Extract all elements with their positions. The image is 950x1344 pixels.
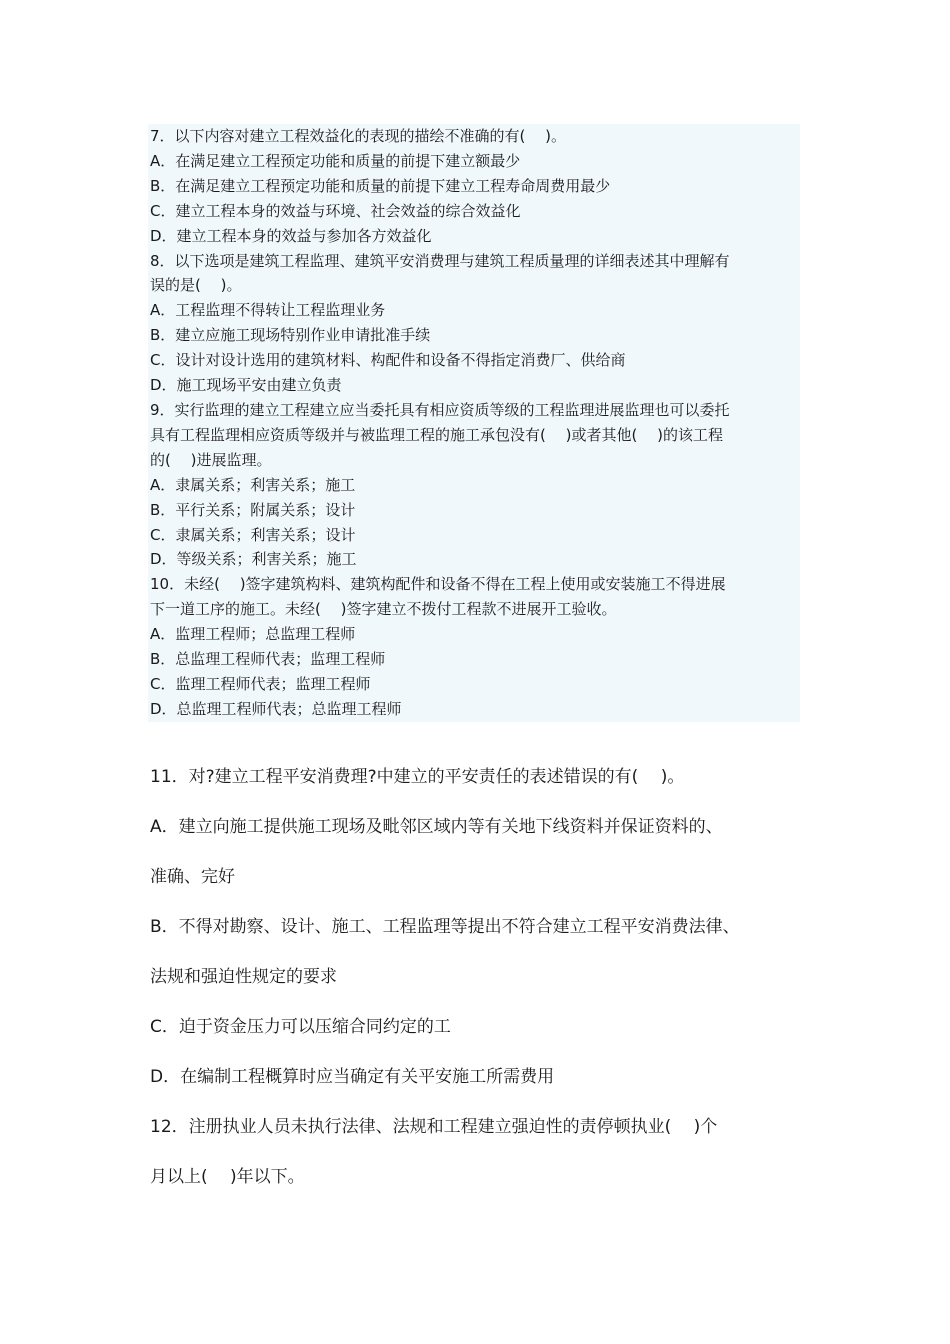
question-9: 9．实行监理的建立工程建立应当委托具有相应资质等级的工程监理进展监理也可以委托 xyxy=(150,400,730,419)
question-7-option-c: C．建立工程本身的效益与环境、社会效益的综合效益化 xyxy=(150,201,521,220)
question-8-option-b: B．建立应施工现场特别作业申请批准手续 xyxy=(150,326,431,345)
question-7-option-d: D．建立工程本身的效益与参加各方效益化 xyxy=(150,226,432,245)
question-10-continued: 下一道工序的施工。未经( )签字建立不拨付工程款不进展开工验收。 xyxy=(150,600,617,619)
question-11-option-b: B．不得对勘察、设计、施工、工程监理等提出不符合建立工程平安消费法律、 xyxy=(150,917,740,937)
question-11-option-a: A．建立向施工提供施工现场及毗邻区域内等有关地下线资料并保证资料的、 xyxy=(150,817,723,837)
question-12: 12．注册执业人员未执行法律、法规和工程建立强迫性的责停顿执业( )个 xyxy=(150,1117,718,1137)
question-11: 11．对?建立工程平安消费理?中建立的平安责任的表述错误的有( )。 xyxy=(150,767,685,787)
question-10: 10．未经( )签字建筑构料、建筑构配件和设备不得在工程上使用或安装施工不得进展 xyxy=(150,575,726,594)
question-10-option-d: D．总监理工程师代表；总监理工程师 xyxy=(150,699,402,718)
question-10-option-a: A．监理工程师；总监理工程师 xyxy=(150,625,356,644)
question-11-option-b-continued: 法规和强迫性规定的要求 xyxy=(150,967,337,987)
question-11-option-a-continued: 准确、完好 xyxy=(150,867,235,887)
question-11-option-c: C．迫于资金压力可以压缩合同约定的工 xyxy=(150,1017,451,1037)
question-7: 7．以下内容对建立工程效益化的表现的描绘不准确的有( )。 xyxy=(150,127,567,145)
question-8-option-c: C．设计对设计选用的建筑材料、构配件和设备不得指定消费厂、供给商 xyxy=(150,351,626,370)
question-9-option-b: B．平行关系；附属关系；设计 xyxy=(150,500,356,519)
question-9-continued-2: 的( )进展监理。 xyxy=(150,450,272,469)
question-10-option-b: B．总监理工程师代表；监理工程师 xyxy=(150,650,386,669)
question-9-option-a: A．隶属关系；利害关系；施工 xyxy=(150,475,356,494)
shaded-question-block xyxy=(148,124,800,722)
question-8-option-d: D．施工现场平安由建立负责 xyxy=(150,376,342,395)
question-10-option-c: C．监理工程师代表；监理工程师 xyxy=(150,674,371,693)
plain-question-block xyxy=(148,752,818,1202)
question-8-continued: 误的是( )。 xyxy=(150,276,242,295)
question-8-option-a: A．工程监理不得转让工程监理业务 xyxy=(150,301,386,320)
question-7-option-a: A．在满足建立工程预定功能和质量的前提下建立额最少 xyxy=(150,151,521,170)
question-7-option-b: B．在满足建立工程预定功能和质量的前提下建立工程寿命周费用最少 xyxy=(150,176,611,195)
question-9-continued: 具有工程监理相应资质等级并与被监理工程的施工承包没有( )或者其他( )的该工程 xyxy=(150,425,723,444)
question-9-option-d: D．等级关系；利害关系；施工 xyxy=(150,550,357,569)
question-8: 8．以下选项是建筑工程监理、建筑平安消费理与建筑工程质量理的详细表述其中理解有 xyxy=(150,251,730,270)
question-12-continued: 月以上( )年以下。 xyxy=(150,1167,305,1187)
question-11-option-d: D．在编制工程概算时应当确定有关平安施工所需费用 xyxy=(150,1067,555,1087)
question-9-option-c: C．隶属关系；利害关系；设计 xyxy=(150,525,356,544)
